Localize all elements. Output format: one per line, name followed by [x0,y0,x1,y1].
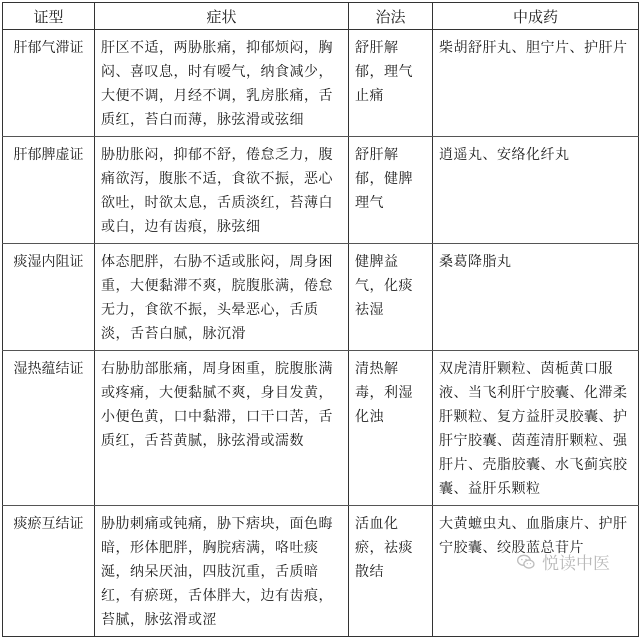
header-symptoms: 症状 [95,3,349,30]
syndrome-cell: 痰湿内阻证 [3,244,95,351]
medicine-cell: 逍遥丸、安络化纤丸 [433,137,639,244]
syndrome-cell: 肝郁脾虚证 [3,137,95,244]
table-row [3,137,639,244]
medicine-cell: 桑葛降脂丸 [433,244,639,351]
table-header-row [3,3,639,30]
symptoms-cell: 胁肋胀闷，抑郁不舒，倦怠乏力，腹痛欲泻，腹胀不适，食欲不振，恶心欲吐，时欲太息，舌质淡红，苔薄白或白，边有齿痕，脉弦细 [95,137,349,244]
watermark [516,549,610,574]
medicine-cell: 柴胡舒肝丸、胆宁片、护肝片 [433,30,639,137]
treatment-cell: 舒肝解郁，理气止痛 [349,30,433,137]
header-syndrome: 证型 [3,3,95,30]
wechat-icon [516,552,536,572]
symptoms-cell: 肝区不适，两胁胀痛，抑郁烦闷，胸闷、喜叹息，时有嗳气，纳食减少，大便不调，月经不调，乳房胀痛，舌质红，苔白而薄，脉弦滑或弦细 [95,30,349,137]
syndrome-cell: 痰瘀互结证 [3,506,95,637]
syndrome-cell: 湿热蕴结证 [3,351,95,506]
treatment-cell: 清热解毒，利湿化浊 [349,351,433,506]
treatment-cell: 舒肝解郁，健脾理气 [349,137,433,244]
syndrome-table [2,2,639,637]
symptoms-cell: 胁肋刺痛或钝痛，胁下痞块，面色晦暗，形体肥胖，胸脘痞满，咯吐痰涎，纳呆厌油，四肢沉重，舌质暗红，有瘀斑，舌体胖大，边有齿痕，苔腻，脉弦滑或涩 [95,506,349,637]
symptoms-cell: 体态肥胖，右胁不适或胀闷，周身困重，大便黏滞不爽，脘腹胀满，倦怠无力，食欲不振，头晕恶心，舌质淡，舌苔白腻，脉沉滑 [95,244,349,351]
treatment-cell: 健脾益气，化痰祛湿 [349,244,433,351]
header-treatment: 治法 [349,3,433,30]
symptoms-cell: 右胁肋部胀痛，周身困重，脘腹胀满或疼痛，大便黏腻不爽，身目发黄，小便色黄，口中黏滞，口干口苦，舌质红，舌苔黄腻，脉弦滑或濡数 [95,351,349,506]
medicine-cell: 双虎清肝颗粒、茵栀黄口服液、当飞利肝宁胶囊、化滞柔肝颗粒、复方益肝灵胶囊、护肝宁胶囊、茵莲清肝颗粒、强肝片、壳脂胶囊、水飞蓟宾胶囊、益肝乐颗粒 [433,351,639,506]
medicine-cell: 大黄蟅虫丸、血脂康片、护肝宁胶囊、绞股蓝总苷片 [433,506,639,637]
treatment-cell: 活血化瘀，祛痰散结 [349,506,433,637]
syndrome-cell: 肝郁气滞证 [3,30,95,137]
header-medicine: 中成药 [433,3,639,30]
table-row [3,244,639,351]
table-row [3,30,639,137]
table-row [3,351,639,506]
watermark-text: 悦读中医 [542,554,610,574]
